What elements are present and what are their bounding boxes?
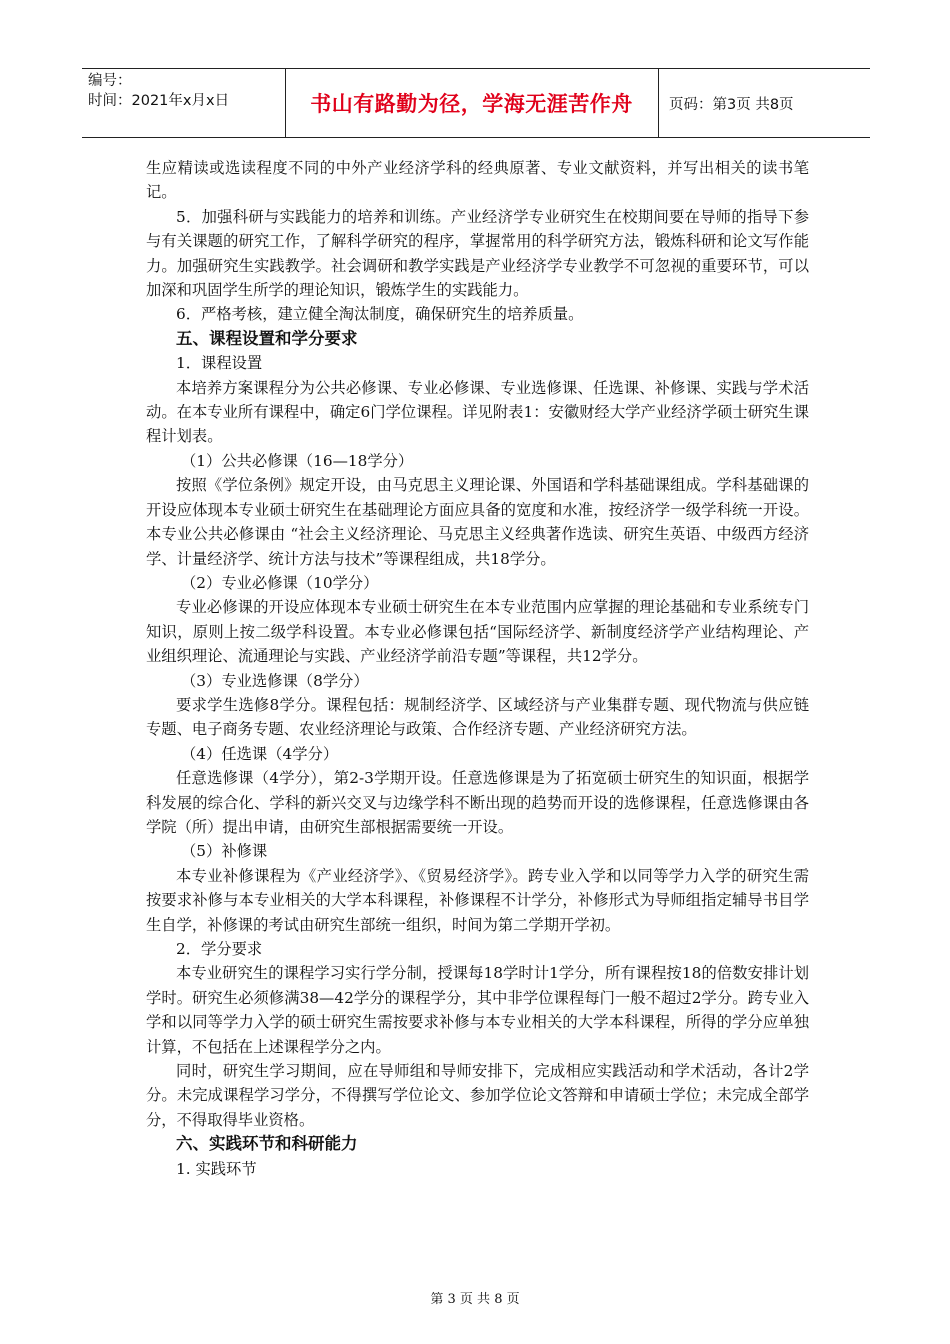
course-category-title: （2）专业必修课（10学分）: [181, 573, 379, 592]
course-category-title: （4）任选课（4学分）: [181, 744, 339, 763]
paragraph: 6．严格考核，建立健全淘汰制度，确保研究生的培养质量。: [176, 305, 584, 324]
subsection-title: 1．课程设置: [176, 354, 263, 373]
paragraph: 5．加强科研与实践能力的培养和训练。产业经济学专业研究生在校期间要在导师的指导下参与有关课题的研究工作，了解科学研究的程序，掌握常用的科学研究方法，锻炼科研和论文写作能力。加强研究生实践教学。社会调研和教学实践是产业经济学专业教学不可忽视的重要环节，可以加深和巩固学生所学的理论知识，锻炼学生的实践能力。: [146, 207, 809, 300]
page-header: [82, 68, 870, 138]
paragraph: 按照《学位条例》规定开设，由马克思主义理论课、外国语和学科基础课组成。学科基础课的开设应体现本专业硕士研究生在基础理论方面应具备的宽度和水准，按经济学一级学科统一开设。本专业公共必修课由 “社会主义经济理论、马克思主义经典著作选读、研究生英语、中级西方经济学、计量经济学、统计方法与技术”等课程组成，共18学分。: [146, 476, 809, 568]
subsection-title: 1. 实践环节: [176, 1159, 257, 1178]
header-divider-right: [658, 69, 659, 137]
section-heading: 五、课程设置和学分要求: [176, 328, 358, 348]
section-heading: 六、实践环节和科研能力: [176, 1134, 358, 1154]
paragraph: 任意选修课（4学分），第2-3学期开设。任意选修课是为了拓宽硕士研究生的知识面，根据学科发展的综合化、学科的新兴交叉与边缘学科不断出现的趋势而开设的选修课程，任意选修课由各学院（所）提出申请，由研究生部根据需要统一开设。: [146, 769, 809, 836]
paragraph: 要求学生选修8学分。课程包括：规制经济学、区域经济与产业集群专题、现代物流与供应链专题、电子商务专题、农业经济理论与政策、合作经济专题、产业经济研究方法。: [146, 695, 809, 739]
course-category-title: （1）公共必修课（16—18学分）: [181, 451, 414, 470]
paragraph: 专业必修课的开设应体现本专业硕士研究生在本专业范围内应掌握的理论基础和专业系统专门知识，原则上按二级学科设置。本专业必修课包括“国际经济学、新制度经济学产业结构理论、产业组织理论、流通理论与实践、产业经济学前沿专题”等课程，共12学分。: [146, 598, 809, 666]
subsection-title: 2．学分要求: [176, 940, 263, 958]
course-category-title: （5）补修课: [181, 842, 268, 861]
paragraph: 本专业研究生的课程学习实行学分制，授课每18学时计1学分，所有课程按18的倍数安排计划学时。研究生必须修满38—42学分的课程学分，其中非学位课程每门一般不超过2学分。跨专业入学和以同等学力入学的硕士研究生需按要求补修与本专业相关的大学本科课程，所得的学分应单独计算，不包括在上述课程学分之内。: [146, 964, 809, 1056]
course-category-title: （3）专业选修课（8学分）: [181, 671, 369, 690]
header-motto: 书山有路勤为径，学海无涯苦作舟: [310, 92, 633, 116]
number-label: 编号：: [88, 73, 132, 89]
header-page-label: 页码：第3页 共8页: [669, 96, 794, 113]
document-body: [146, 156, 809, 1181]
page-footer: 第 3 页 共 8 页: [430, 1292, 520, 1307]
paragraph: 生应精读或选读程度不同的中外产业经济学科的经典原著、专业文献资料，并写出相关的读书笔记。: [146, 159, 809, 202]
date-label: 时间：2021年x月x日: [88, 93, 230, 109]
header-meta: [88, 71, 278, 111]
paragraph: 同时，研究生学习期间，应在导师组和导师安排下，完成相应实践活动和学术活动，各计2学分。未完成课程学习学分，不得撰写学位论文、参加学位论文答辩和申请硕士学位；未完成全部学分，不得取得毕业资格。: [146, 1062, 809, 1129]
paragraph: 本专业补修课程为《产业经济学》、《贸易经济学》。跨专业入学和以同等学力入学的研究生需按要求补修与本专业相关的大学本科课程，补修课程不计学分，补修形式为导师组指定辅导书目学生自学，补修课的考试由研究生部统一组织，时间为第二学期开学初。: [146, 866, 809, 934]
paragraph: 本培养方案课程分为公共必修课、专业必修课、专业选修课、任选课、补修课、实践与学术活动。在本专业所有课程中，确定6门学位课程。详见附表1：安徽财经大学产业经济学硕士研究生课程计划表。: [146, 378, 809, 446]
